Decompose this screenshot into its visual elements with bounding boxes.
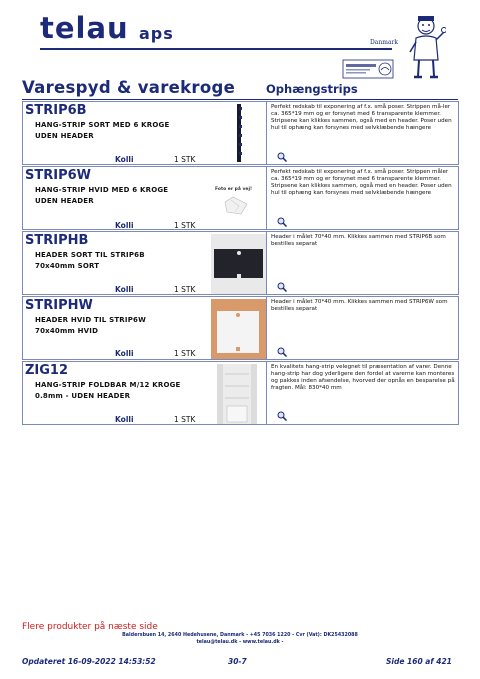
product-image — [211, 299, 266, 359]
product-desc-line: HEADER HVID TIL STRIP6W — [35, 316, 147, 324]
interior-stamp-logo — [342, 58, 394, 80]
product-description — [35, 250, 145, 272]
unit-label: Kolli — [115, 155, 134, 164]
product-desc-line: HEADER SORT TIL STRIP6B — [35, 251, 145, 259]
more-products-notice: Flere produkter på næste side — [22, 622, 158, 632]
header-divider — [40, 48, 392, 50]
magnifier-icon[interactable] — [277, 152, 287, 162]
product-row — [22, 231, 459, 295]
unit-label: Kolli — [115, 415, 134, 424]
quantity-value: 1 STK — [174, 415, 196, 424]
updated-timestamp: Opdateret 16-09-2022 14:53:52 — [22, 657, 156, 666]
product-info — [23, 232, 267, 294]
product-desc-line: HANG-STRIP FOLDBAR M/12 KROGE — [35, 381, 181, 389]
product-code: STRIPHB — [25, 233, 89, 248]
product-image — [217, 364, 257, 424]
product-info — [23, 297, 267, 359]
product-code: STRIP6W — [25, 168, 91, 183]
unit-label: Kolli — [115, 349, 134, 358]
magnifier-icon[interactable] — [277, 217, 287, 227]
product-text: Header i målet 70*40 mm. Klikkes sammen med STRIP6B som bestilles separat — [271, 234, 446, 247]
product-desc-line: 0.8mm - UDEN HEADER — [35, 392, 131, 400]
brand-suffix: aps — [139, 24, 174, 43]
product-description — [35, 315, 146, 337]
product-image — [230, 104, 248, 162]
section-title: Ophængstrips — [266, 82, 358, 96]
product-info — [23, 362, 267, 424]
contact-line: telau@telau.dk - www.telau.dk - — [196, 639, 284, 645]
product-desc-line: HANG-STRIP HVID MED 6 KROGE — [35, 186, 169, 194]
product-row — [22, 361, 459, 425]
product-code: STRIPHW — [25, 298, 93, 313]
photo-placeholder-note: Foto er på vej! — [215, 187, 253, 192]
product-text: Perfekt redskab til exponering af f.x. små poser. Strippen måler ca. 365*19 mm og er forsynet med 6 transparente klemmer. Stripsene kan klikkes sammen, også med en header. Poser uden hul til ophæng kan forsynes med selvklæbende hængere — [271, 169, 452, 196]
quantity-value: 1 STK — [174, 155, 196, 164]
product-text: Perfekt redskab til exponering af f.x. små poser. Strippen må-ler ca. 365*19 mm og er forsynet med 6 transparente klemmer. Stripsene kan klikkes sammen, også med en header. Poser uden hul til ophæng kan forsynes med selvklæbende hængere — [271, 104, 452, 131]
product-info — [23, 102, 267, 164]
product-text: En kvalitets hang-strip velegnet til præsentation af varer. Denne hang-strip har dog yderligere den fordel at varerne kan monteres og pakkes inden afsendelse, hvorved der opnås en besparelse på fragten. Mål: 830*40 mm — [271, 364, 455, 391]
product-image — [219, 194, 251, 216]
mascot-illustration — [408, 12, 446, 82]
page-number: Side 160 af 421 — [386, 657, 452, 666]
quantity-value: 1 STK — [174, 349, 196, 358]
unit-label: Kolli — [115, 285, 134, 294]
product-description — [35, 185, 168, 207]
magnifier-icon[interactable] — [277, 282, 287, 292]
product-description — [35, 120, 169, 142]
page-title: Varespyd & varekroge — [22, 78, 236, 97]
page-code: 30-7 — [228, 657, 247, 666]
product-desc-line: 70x40mm SORT — [35, 262, 100, 270]
product-desc-line: UDEN HEADER — [35, 132, 94, 140]
product-code: ZIG12 — [25, 363, 69, 378]
product-desc-line: 70x40mm HVID — [35, 327, 99, 335]
product-description — [35, 380, 181, 402]
quantity-value: 1 STK — [174, 285, 196, 294]
company-address — [0, 633, 480, 646]
magnifier-icon[interactable] — [277, 347, 287, 357]
brand-logo: telau — [40, 11, 129, 45]
product-row — [22, 166, 459, 230]
product-row — [22, 101, 459, 165]
product-info — [23, 167, 267, 229]
quantity-value: 1 STK — [174, 221, 196, 230]
product-desc-line: UDEN HEADER — [35, 197, 94, 205]
product-image — [211, 234, 266, 294]
unit-label: Kolli — [115, 221, 134, 230]
address-line: Baldersbuen 14, 2640 Hedehusene, Danmark - +45 7036 1220 - Cvr (Vat): DK25432088 — [122, 633, 358, 638]
product-desc-line: HANG-STRIP SORT MED 6 KROGE — [35, 121, 170, 129]
country-label: Danmark — [370, 39, 399, 46]
product-code: STRIP6B — [25, 103, 87, 118]
product-row — [22, 296, 459, 360]
magnifier-icon[interactable] — [277, 411, 287, 421]
title-divider — [22, 99, 458, 100]
product-text: Header i målet 70*40 mm. Klikkes sammen med STRIP6W som bestilles separat — [271, 299, 448, 312]
